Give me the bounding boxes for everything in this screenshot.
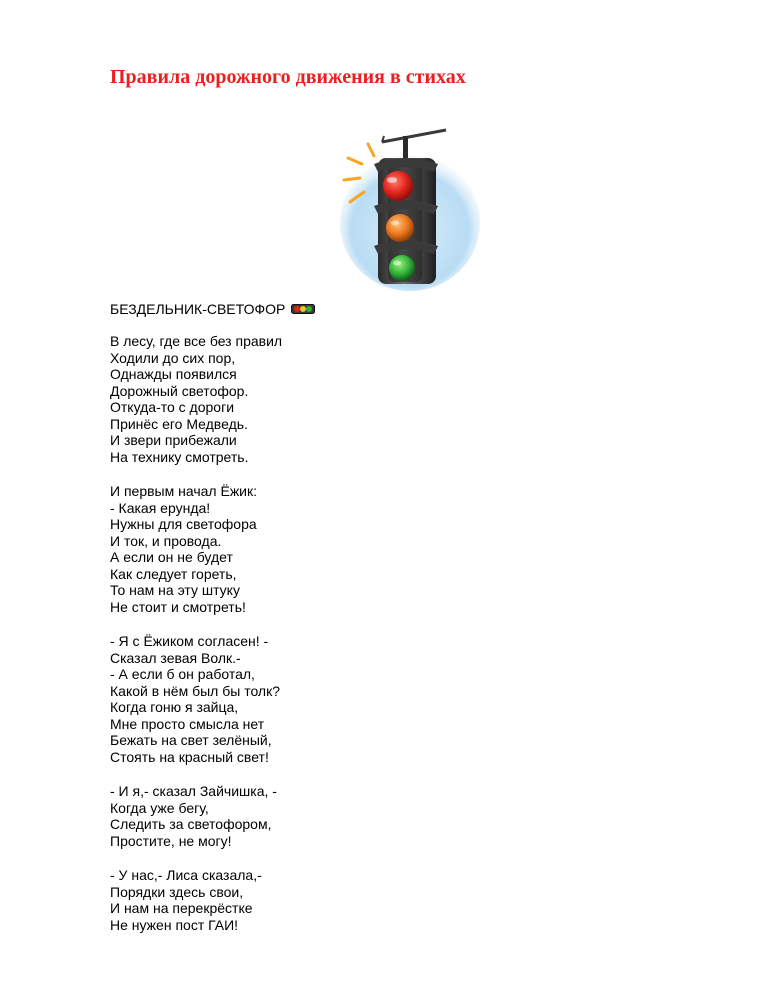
stanza [110, 633, 670, 765]
poem-line: - А если б он работал, [110, 666, 255, 682]
page-title: Правила дорожного движения в стихах [110, 66, 466, 88]
poem-line: Порядки здесь свои, [110, 883, 244, 900]
poem-line: Принёс его Медведь. [110, 415, 248, 432]
poem-line: Бежать на свет зелёный, [110, 732, 272, 748]
stanza [110, 867, 670, 933]
poem-line: Не нужен пост ГАИ! [110, 916, 239, 933]
poem-line: Сказал зевая Волк.- [110, 649, 241, 666]
poem-line: Однажды появился [110, 366, 237, 382]
poem-line: Какой в нём был бы толк? [110, 682, 281, 699]
poem-line: На технику смотреть. [110, 448, 249, 465]
poem-line: Стоять на красный свет! [110, 748, 269, 765]
poem-line: - У нас,- Лиса сказала,- [110, 867, 262, 883]
stanza [110, 783, 670, 849]
poem-heading [110, 300, 315, 318]
poem-line: И звери прибежали [110, 432, 237, 448]
poem-line: Когда уже бегу, [110, 799, 209, 816]
poem-line: - И я,- сказал Зайчишка, - [110, 783, 277, 799]
poem-line: Простите, не могу! [110, 832, 232, 849]
traffic-light-icon [338, 128, 480, 292]
poem-line: И нам на перекрёстке [110, 900, 253, 916]
poem-line: Нужны для светофора [110, 516, 257, 532]
poem-line: - Я с Ёжиком согласен! - [110, 633, 269, 649]
poem-body [110, 333, 670, 951]
poem-line: Когда гоню я зайца, [110, 699, 239, 715]
poem-line: Дорожный светофор. [110, 382, 249, 399]
poem-line: И ток, и провода. [110, 532, 222, 549]
poem-line: - Какая ерунда! [110, 499, 211, 516]
stanza [110, 483, 670, 615]
poem-line: То нам на эту штуку [110, 582, 240, 598]
poem-line: Не стоит и смотреть! [110, 598, 246, 615]
mini-traffic-light-icon [291, 304, 315, 314]
poem-title: БЕЗДЕЛЬНИК-СВЕТОФОР [110, 301, 286, 317]
poem-line: А если он не будет [110, 549, 233, 565]
poem-line: Как следует гореть, [110, 565, 237, 582]
poem-line: Откуда-то с дороги [110, 399, 235, 415]
stanza [110, 333, 670, 465]
poem-line: В лесу, где все без правил [110, 333, 283, 349]
poem-line: Следить за светофором, [110, 816, 272, 832]
poem-line: Мне просто смысла нет [110, 715, 265, 732]
traffic-light-illustration [338, 128, 480, 292]
poem-line: Ходили до сих пор, [110, 349, 236, 366]
poem-line: И первым начал Ёжик: [110, 483, 258, 499]
